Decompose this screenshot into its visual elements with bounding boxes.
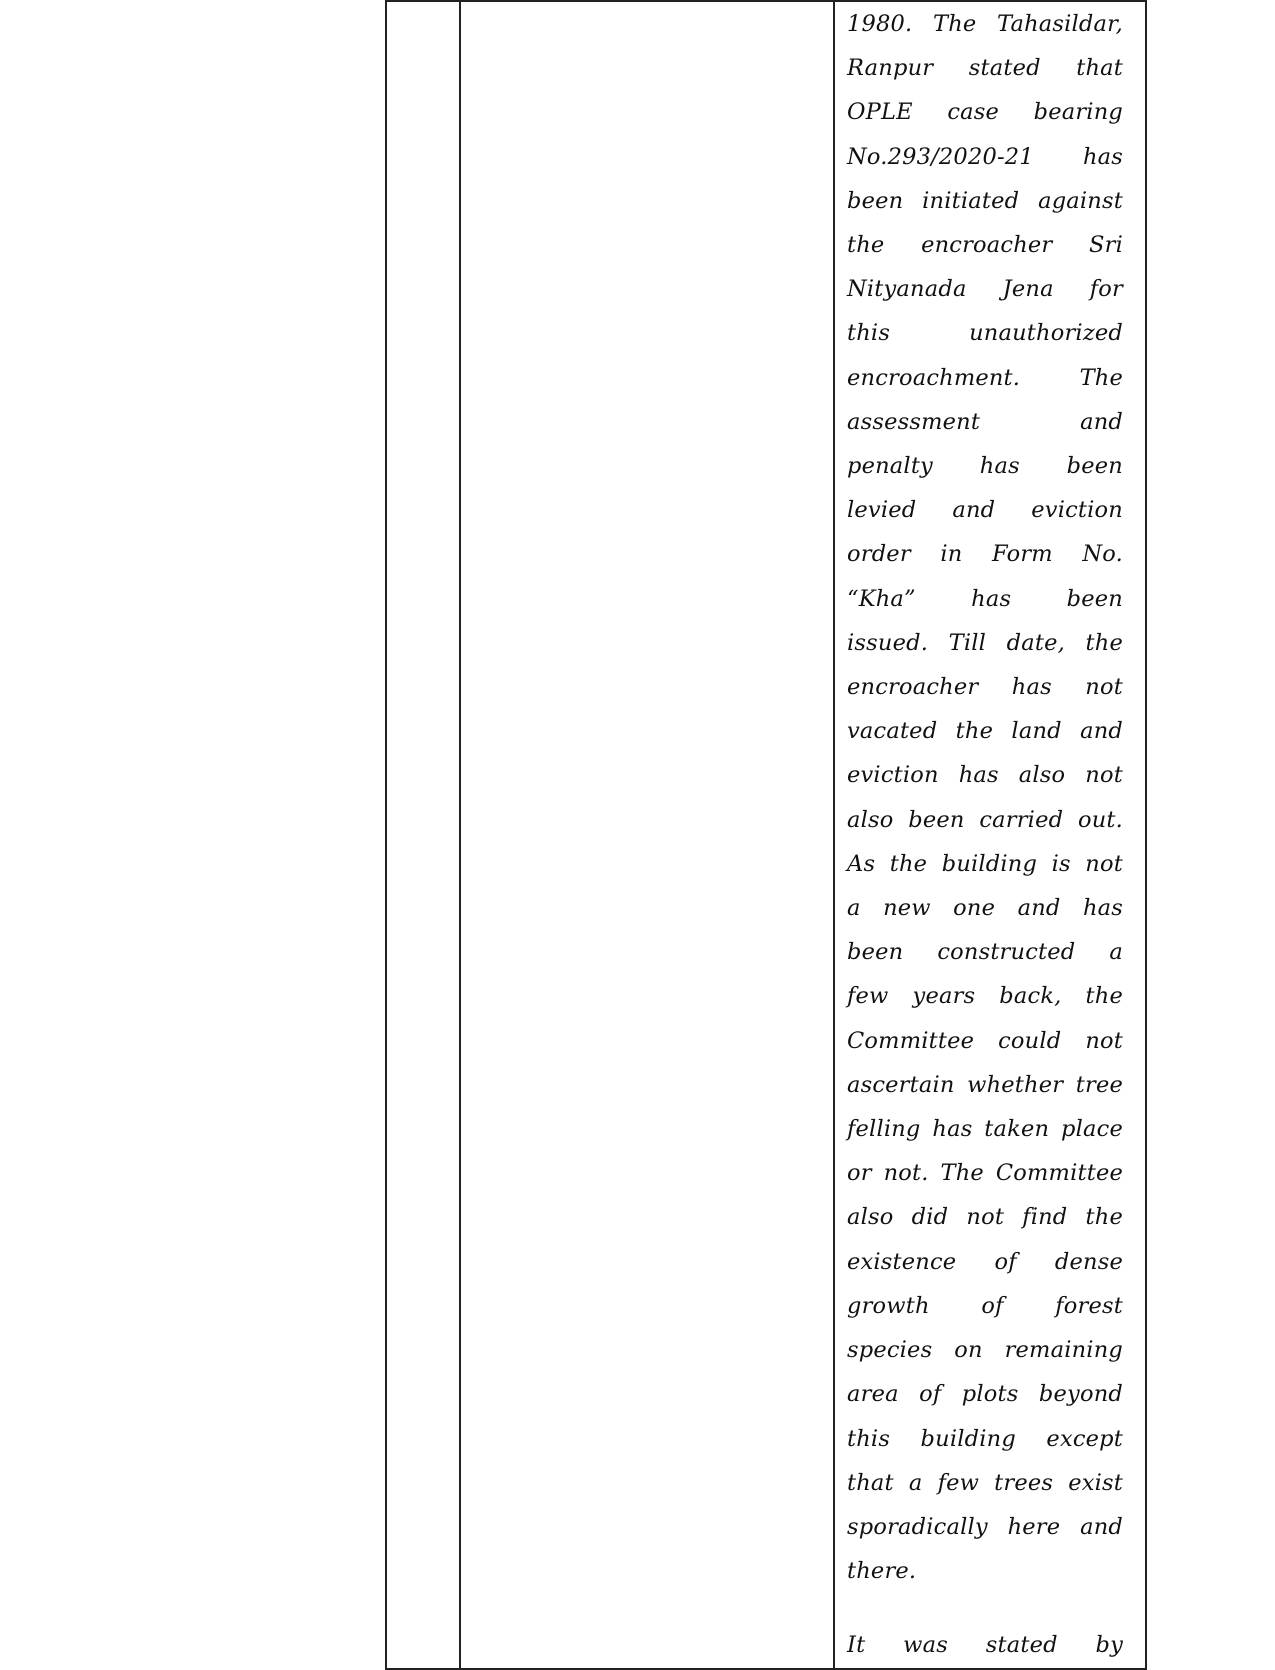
text-line: also did not find the (847, 1204, 1123, 1231)
text-line: Committee could not (847, 1027, 1123, 1054)
text-line: growth of forest (847, 1292, 1123, 1319)
text-line: issued. Till date, the (847, 629, 1123, 656)
text-line: levied and eviction (847, 497, 1123, 524)
text-line: encroachment. The (847, 364, 1123, 391)
text-line: 1980. The Tahasildar, (847, 11, 1123, 37)
text-line: felling has taken place (847, 1116, 1123, 1143)
text-line: sporadically here and (847, 1513, 1123, 1540)
text-line: been initiated against (847, 187, 1123, 214)
text-line: few years back, the (847, 983, 1123, 1010)
text-line: the encroacher Sri (847, 232, 1123, 259)
text-line: Ranpur stated that (847, 55, 1123, 82)
text-line: OPLE case bearing (847, 99, 1123, 126)
text-line: penalty has been (847, 453, 1123, 480)
serial-column-cell (386, 1, 460, 1669)
document-table-wrapper (385, 0, 1139, 1660)
text-line: order in Form No. (847, 541, 1123, 568)
text-line: No.293/2020-21 has (847, 143, 1123, 170)
text-line: a new one and has (847, 895, 1123, 922)
table-row (386, 1, 1146, 1669)
text-line: species on remaining (847, 1337, 1123, 1364)
text-line: been constructed a (847, 939, 1123, 966)
remarks-paragraph-2 (847, 1623, 1123, 1667)
remarks-column-cell (834, 1, 1146, 1669)
paragraph-gap (847, 1593, 1123, 1623)
text-line: encroacher has not (847, 674, 1123, 701)
text-line: or not. The Committee (847, 1160, 1123, 1187)
text-line: It was stated by (847, 1632, 1123, 1659)
text-line: eviction has also not (847, 762, 1123, 789)
text-line: ascertain whether tree (847, 1071, 1123, 1098)
description-column-cell (460, 1, 834, 1669)
document-table (385, 0, 1147, 1670)
text-line: vacated the land and (847, 718, 1123, 745)
text-line: “Kha” has been (847, 585, 1123, 612)
text-line: this unauthorized (847, 320, 1123, 347)
text-line: Nityanada Jena for (847, 276, 1123, 303)
text-line: this building except (847, 1425, 1123, 1452)
text-line: also been carried out. (847, 806, 1123, 833)
remarks-text (835, 2, 1145, 1668)
remarks-paragraph-1 (847, 2, 1123, 1593)
text-line: existence of dense (847, 1248, 1123, 1275)
text-line: that a few trees exist (847, 1469, 1123, 1496)
text-line: assessment and (847, 408, 1123, 435)
text-line: area of plots beyond (847, 1381, 1123, 1408)
text-line: As the building is not (847, 850, 1123, 877)
text-line: there. (847, 1558, 917, 1585)
